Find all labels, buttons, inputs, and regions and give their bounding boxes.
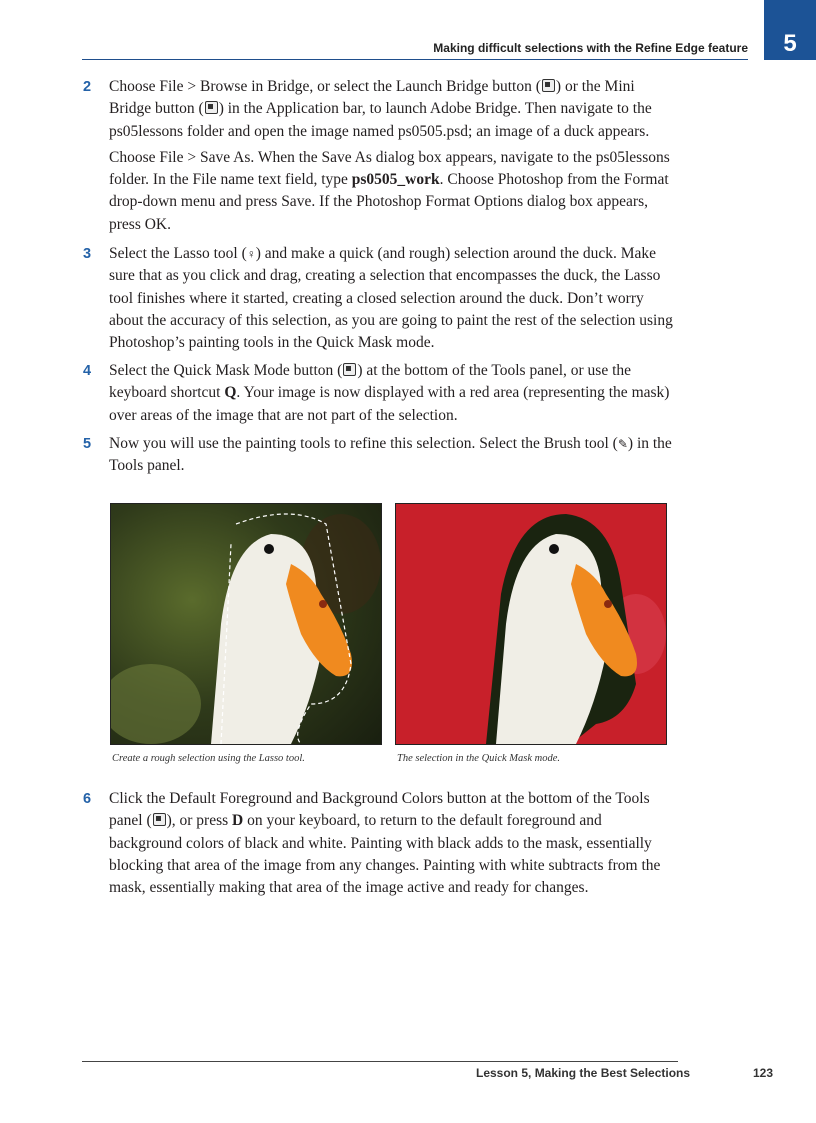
duck-quick-mask-image	[396, 504, 666, 744]
figure-lasso-selection	[110, 503, 382, 745]
running-header: Making difficult selections with the Refine Edge feature	[433, 41, 748, 55]
lasso-icon: ♀	[246, 247, 256, 261]
default-colors-icon	[153, 813, 166, 826]
duck-lasso-image	[111, 504, 381, 744]
launch-bridge-icon	[542, 79, 555, 92]
caption-right: The selection in the Quick Mask mode.	[397, 753, 560, 764]
step-text: Select the Lasso tool (♀) and make a quick (and rough) selection around the duck. Make sure that as you click and drag, creating a selection that encompasses the duck, the Lasso tool finishes where it started, creating a closed selection around the duck. Don’t worry about the accuracy of this selection, as you are going to paint the rest of the selection using Photoshop’s painting tools in the Quick Mask mode.	[109, 245, 673, 352]
step-number: 5	[83, 436, 92, 452]
step-number: 4	[83, 363, 92, 379]
chapter-tab: 5	[764, 0, 816, 60]
figure-quick-mask	[395, 503, 667, 745]
mini-bridge-icon	[205, 101, 218, 114]
step-5	[83, 433, 673, 478]
footer-lesson: Lesson 5, Making the Best Selections	[476, 1066, 691, 1080]
footer-rule	[82, 1061, 678, 1062]
step-text: Select the Quick Mask Mode button ( ) at the bottom of the Tools panel, or use the keyboard shortcut Q. Your image is now displayed with a red area (representing the mask) over areas of the image that are not part of the selection.	[109, 362, 670, 424]
step-text: Choose File > Browse in Bridge, or select the Launch Bridge button ( ) or the Mini Bridge button ( ) in the Application bar, to launch Adobe Bridge. Then navigate to the ps05lessons folder and open the image named ps0505.psd; an image of a duck appears.	[109, 78, 652, 140]
step-3	[83, 243, 673, 354]
step-4	[83, 360, 673, 427]
step-text: Click the Default Foreground and Background Colors button at the bottom of the Tools panel ( ), or press D on your keyboard, to return to the default foreground and background colors of black and white. Painting with black adds to the mask, essentially blocking that area of the image from any changes. Painting with white subtracts from the mask, essentially making that area of the image active and ready for changes.	[109, 790, 661, 897]
caption-left: Create a rough selection using the Lasso tool.	[112, 753, 305, 764]
header-rule	[82, 59, 748, 60]
step-text-continued: Choose File > Save As. When the Save As dialog box appears, navigate to the ps05lessons folder. In the File name text field, type ps0505_work. Choose Photoshop from the Format drop-down menu and press Save. If the Photoshop Format Options dialog box appears, press OK.	[109, 148, 670, 233]
step-2	[83, 76, 673, 236]
page-number: 123	[753, 1066, 774, 1080]
step-text: Now you will use the painting tools to refine this selection. Select the Brush tool (✎) in the Tools panel.	[109, 435, 672, 475]
step-6	[83, 788, 673, 899]
brush-icon: ✎	[617, 437, 628, 451]
quick-mask-icon	[343, 363, 356, 376]
step-number: 6	[83, 791, 92, 807]
step-number: 3	[83, 246, 92, 262]
step-number: 2	[83, 79, 92, 95]
